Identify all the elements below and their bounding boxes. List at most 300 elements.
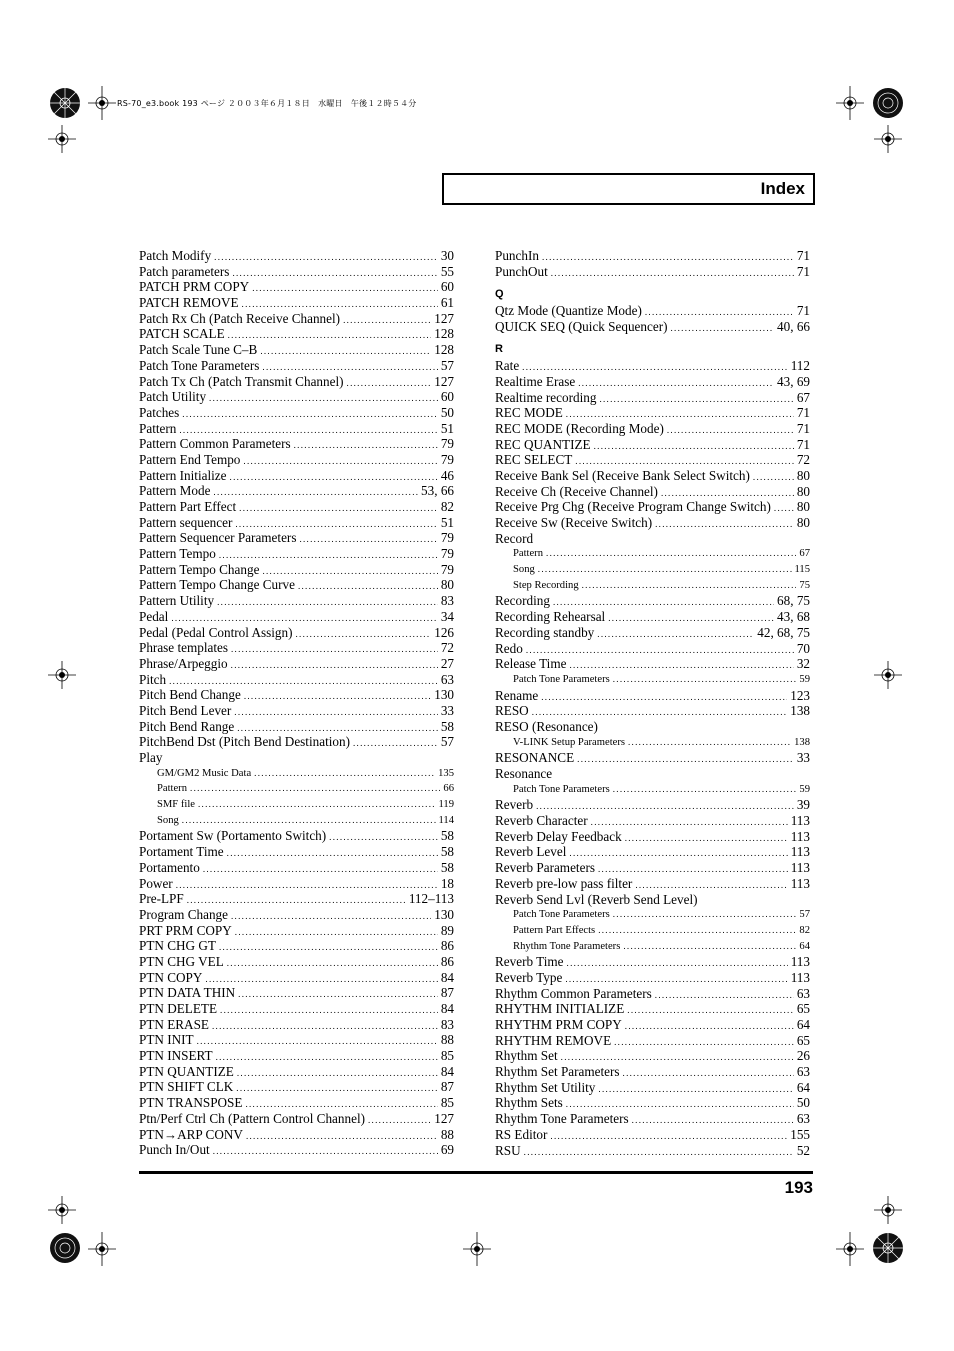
index-subentry	[495, 546, 810, 562]
index-entry	[139, 452, 454, 468]
index-page-ref[interactable]: 128	[434, 326, 454, 342]
index-entry	[139, 374, 454, 390]
index-term: Pattern Utility	[139, 593, 215, 609]
dot-leader	[565, 972, 787, 986]
index-page-ref[interactable]: 40, 66	[777, 318, 810, 334]
index-term: PTN DELETE	[139, 1001, 218, 1016]
crosshair-mark-mid-left	[48, 661, 76, 689]
index-term: Receive Ch (Receive Channel)	[495, 483, 658, 499]
index-term: Pattern Part Effect	[139, 499, 237, 514]
index-page-ref[interactable]: 87	[440, 985, 454, 1001]
index-term: Pattern Mode	[139, 483, 211, 499]
index-page-ref[interactable]: 127	[434, 1110, 454, 1126]
index-term: Pedal	[139, 608, 169, 624]
dot-leader	[182, 813, 436, 829]
index-term: Pattern Initialize	[139, 467, 227, 483]
dot-leader	[262, 564, 437, 578]
index-page-ref[interactable]: 80	[796, 467, 810, 483]
index-term: PTN COPY	[139, 969, 203, 985]
index-page-ref[interactable]: 79	[440, 530, 454, 546]
index-page-ref[interactable]: 84	[440, 1063, 454, 1079]
index-page-ref[interactable]: 65	[796, 1001, 810, 1017]
index-term: PTN ERASE	[139, 1016, 209, 1032]
index-page-ref[interactable]: 58	[440, 859, 454, 875]
index-page-ref[interactable]: 113	[790, 969, 810, 985]
index-page-ref[interactable]: 79	[440, 546, 454, 562]
index-page-ref[interactable]: 86	[440, 953, 454, 969]
index-term: Pattern Common Parameters	[139, 436, 291, 452]
index-term: RHYTHM INITIALIZE	[495, 1001, 625, 1017]
dot-leader	[591, 815, 788, 829]
dot-leader	[532, 705, 788, 719]
index-entry	[139, 938, 454, 954]
index-page-ref[interactable]: 52	[796, 1142, 810, 1158]
dot-leader	[561, 1050, 794, 1064]
index-page-ref[interactable]: 113	[790, 860, 810, 876]
index-term: Reverb pre-low pass filter	[495, 875, 633, 891]
index-page-ref[interactable]: 113	[790, 875, 810, 891]
index-page-ref[interactable]: 50	[440, 404, 454, 420]
index-subentry	[139, 781, 454, 797]
crosshair-mark-upper-left	[48, 125, 76, 153]
index-term: REC SELECT	[495, 452, 573, 468]
index-entry	[495, 1048, 810, 1064]
index-page-ref[interactable]: 67	[796, 389, 810, 405]
index-term: Patch Rx Ch (Patch Receive Channel)	[139, 310, 341, 326]
index-term: Recording	[495, 593, 550, 609]
registration-mark-top-left	[48, 86, 82, 120]
index-page-ref[interactable]: 115	[794, 564, 810, 576]
index-page-ref[interactable]: 85	[440, 1095, 454, 1111]
index-page-ref[interactable]: 72	[796, 452, 810, 468]
index-entry	[139, 1079, 454, 1095]
index-term: Pitch Bend Change	[139, 687, 241, 703]
index-entry	[495, 844, 810, 860]
index-page-ref[interactable]: 57	[799, 909, 810, 921]
index-page-ref[interactable]: 71	[796, 248, 810, 263]
index-column-right	[495, 248, 810, 1158]
index-page-ref[interactable]: 79	[440, 451, 454, 467]
index-page-ref[interactable]: 123	[790, 687, 810, 703]
dot-leader	[235, 517, 437, 531]
index-entry	[495, 452, 810, 468]
dot-leader	[613, 907, 797, 923]
index-term: Pedal (Pedal Control Assign)	[139, 624, 293, 640]
index-page-ref[interactable]: 85	[440, 1048, 454, 1064]
index-page-ref[interactable]: 27	[440, 655, 454, 671]
index-page-ref[interactable]: 58	[440, 718, 454, 734]
index-entry	[495, 1111, 810, 1127]
dot-leader	[553, 595, 774, 609]
index-page-ref[interactable]: 30	[440, 248, 454, 263]
index-entry	[495, 829, 810, 845]
dot-leader	[231, 642, 438, 656]
index-page-ref[interactable]: 113	[790, 954, 810, 970]
index-page-ref[interactable]: 88	[440, 1126, 454, 1142]
index-subentry	[139, 766, 454, 782]
index-term: Patch Modify	[139, 248, 212, 263]
index-term: Recording standby	[495, 624, 595, 640]
section-title-box	[442, 173, 815, 205]
index-entry	[139, 672, 454, 688]
index-entry	[139, 985, 454, 1001]
index-page-ref[interactable]: 69	[440, 1142, 454, 1158]
index-term: Ptn/Perf Ctrl Ch (Pattern Control Channel)	[139, 1110, 365, 1126]
index-term: Patches	[139, 404, 180, 420]
dot-leader	[599, 392, 793, 406]
index-page-ref[interactable]: 87	[440, 1079, 454, 1095]
dot-leader	[577, 752, 794, 766]
index-entry	[495, 1127, 810, 1143]
index-page-ref[interactable]: 80	[796, 515, 810, 530]
dot-leader	[236, 1081, 438, 1095]
index-page-ref[interactable]: 80	[796, 499, 810, 515]
index-page-ref[interactable]: 63	[796, 1064, 810, 1080]
index-subentry	[495, 907, 810, 923]
dot-leader	[230, 470, 438, 484]
dot-leader	[209, 391, 438, 405]
index-entry	[139, 264, 454, 280]
index-entry	[495, 374, 810, 390]
index-page-ref[interactable]: 79	[440, 436, 454, 452]
dot-leader	[176, 878, 438, 892]
index-page-ref[interactable]: 51	[440, 420, 454, 436]
index-page-ref[interactable]: 61	[440, 295, 454, 311]
dot-leader	[244, 689, 431, 703]
index-page-ref[interactable]: 127	[434, 373, 454, 389]
dot-leader	[231, 909, 431, 923]
index-subentry	[495, 939, 810, 955]
index-term: Portament Sw (Portamento Switch)	[139, 828, 327, 844]
index-entry	[139, 625, 454, 641]
index-page-ref[interactable]: 113	[790, 844, 810, 860]
index-page-ref[interactable]: 63	[440, 671, 454, 687]
index-term: PATCH SCALE	[139, 326, 225, 342]
index-term: Pattern Tempo	[139, 546, 216, 562]
index-term: Pattern	[139, 420, 177, 436]
index-page-ref[interactable]: 80	[796, 483, 810, 499]
dot-leader	[598, 1082, 793, 1096]
index-page-ref[interactable]: 82	[440, 499, 454, 514]
index-column-left	[139, 248, 454, 1158]
index-term: REC QUANTIZE	[495, 436, 591, 452]
dot-leader	[550, 1129, 787, 1143]
index-entry	[495, 319, 810, 335]
index-term: Patch Tone Parameters	[513, 783, 610, 795]
index-entry	[139, 1048, 454, 1064]
index-page-ref[interactable]: 80	[440, 577, 454, 593]
index-page-ref[interactable]: 127	[434, 310, 454, 326]
index-entry	[139, 1095, 454, 1111]
index-term: Pitch	[139, 671, 167, 687]
index-term: RSU	[495, 1142, 521, 1158]
index-page-ref[interactable]: 135	[438, 767, 454, 779]
index-page-ref[interactable]: 18	[440, 875, 454, 891]
dot-leader	[613, 672, 797, 688]
index-page-ref[interactable]: 68, 75	[777, 593, 810, 609]
index-term: RHYTHM REMOVE	[495, 1032, 612, 1048]
index-entry	[495, 405, 810, 421]
index-entry	[495, 688, 810, 704]
index-page-ref[interactable]: 64	[796, 1079, 810, 1095]
dot-leader	[246, 1129, 438, 1143]
index-page-ref[interactable]: 84	[440, 1001, 454, 1016]
dot-leader	[632, 1113, 794, 1127]
registration-mark-bottom-left	[48, 1231, 82, 1265]
index-term: GM/GM2 Music Data	[157, 767, 252, 779]
index-entry	[139, 295, 454, 311]
index-page-ref[interactable]: 75	[799, 579, 810, 591]
index-term: R	[495, 343, 503, 356]
index-page-ref[interactable]: 59	[799, 783, 810, 795]
dot-leader	[343, 313, 431, 327]
index-term: RHYTHM PRM COPY	[495, 1017, 622, 1032]
dot-leader	[216, 1050, 438, 1064]
index-letter-heading	[495, 342, 810, 358]
dot-leader	[298, 579, 438, 593]
index-page-ref[interactable]: 60	[440, 389, 454, 405]
index-term: PTN CHG VEL	[139, 953, 224, 969]
index-page-ref[interactable]: 112–113	[408, 891, 454, 907]
index-page-ref[interactable]: 65	[796, 1032, 810, 1048]
index-page-ref[interactable]: 53, 66	[421, 483, 454, 499]
index-page-ref[interactable]: 79	[440, 561, 454, 577]
index-page-ref[interactable]: 51	[440, 514, 454, 530]
dot-leader	[655, 517, 794, 531]
index-entry	[139, 562, 454, 578]
dot-leader	[227, 846, 438, 860]
crosshair-mark-bottom-center	[463, 1232, 491, 1266]
index-entry	[139, 687, 454, 703]
index-entry	[495, 1033, 810, 1049]
index-entry	[495, 437, 810, 453]
index-term: Reverb Send Lvl (Reverb Send Level)	[495, 891, 698, 907]
index-subentry	[495, 735, 810, 751]
index-page-ref[interactable]: 114	[438, 814, 454, 826]
index-term: Reverb Level	[495, 844, 567, 860]
index-page-ref[interactable]: 33	[796, 750, 810, 766]
index-page-ref[interactable]: 64	[796, 1017, 810, 1032]
index-entry	[495, 593, 810, 609]
index-entry	[495, 1080, 810, 1096]
index-term: REC MODE	[495, 405, 563, 421]
index-term: Reverb	[495, 797, 534, 813]
index-page-ref[interactable]: 43, 68	[777, 609, 810, 625]
index-page-ref[interactable]: 57	[440, 734, 454, 750]
index-term: Pattern End Tempo	[139, 451, 241, 467]
dot-leader	[228, 328, 432, 342]
index-page-ref[interactable]: 70	[796, 640, 810, 656]
dot-leader	[245, 1097, 437, 1111]
dot-leader	[239, 501, 438, 515]
dot-leader	[522, 360, 788, 374]
index-term: Rhythm Tone Parameters	[495, 1111, 629, 1127]
index-page-ref[interactable]: 32	[796, 656, 810, 672]
index-page-ref[interactable]: 58	[440, 844, 454, 860]
index-term: PTN CHG GT	[139, 938, 216, 954]
index-page-ref[interactable]: 88	[440, 1032, 454, 1048]
crosshair-mark-upper-right	[874, 125, 902, 153]
dot-leader	[235, 925, 438, 939]
index-page-ref[interactable]: 58	[440, 828, 454, 844]
index-entry	[495, 531, 810, 547]
footer-rule	[139, 1171, 813, 1174]
index-page-ref[interactable]: 46	[440, 467, 454, 483]
dot-leader	[635, 878, 787, 892]
index-term: RS Editor	[495, 1126, 548, 1142]
dot-leader	[238, 987, 438, 1001]
index-page-ref[interactable]: 33	[440, 702, 454, 718]
index-term: Release Time	[495, 656, 567, 672]
index-page-ref[interactable]: 130	[434, 687, 454, 703]
index-entry	[139, 923, 454, 939]
index-term: RESONANCE	[495, 750, 575, 766]
index-entry	[495, 986, 810, 1002]
dot-leader	[214, 250, 438, 264]
dot-leader	[526, 643, 794, 657]
index-term: Recording Rehearsal	[495, 609, 606, 625]
dot-leader	[368, 1113, 431, 1127]
index-term: Patch Utility	[139, 389, 207, 405]
index-entry	[139, 405, 454, 421]
index-term: Patch parameters	[139, 263, 230, 279]
index-page-ref[interactable]: 119	[438, 799, 454, 811]
index-page-ref[interactable]: 63	[796, 985, 810, 1001]
index-entry	[495, 1017, 810, 1033]
index-page-ref[interactable]: 130	[434, 906, 454, 922]
index-page-ref[interactable]: 55	[440, 263, 454, 279]
dot-leader	[219, 548, 438, 562]
index-entry	[139, 891, 454, 907]
index-term: Receive Bank Sel (Receive Bank Select Switch)	[495, 467, 750, 483]
index-page-ref[interactable]: 113	[790, 828, 810, 844]
index-term: Rename	[495, 687, 539, 703]
dot-leader	[231, 658, 438, 672]
dot-leader	[542, 250, 794, 264]
index-term: Reverb Parameters	[495, 860, 595, 876]
dot-leader	[627, 1003, 794, 1017]
crosshair-mark-top-left	[88, 86, 116, 120]
crosshair-mark-bottom-left	[88, 1232, 116, 1266]
index-page-ref[interactable]: 71	[796, 405, 810, 421]
index-term: RESO (Resonance)	[495, 718, 598, 734]
index-page-ref[interactable]: 39	[796, 797, 810, 813]
index-page-ref[interactable]: 138	[790, 703, 810, 719]
dot-leader	[254, 766, 435, 782]
index-term: Phrase templates	[139, 640, 228, 656]
index-page-ref[interactable]: 71	[796, 420, 810, 436]
index-entry	[139, 750, 454, 766]
dot-leader	[347, 376, 432, 390]
index-page-ref[interactable]: 84	[440, 969, 454, 985]
index-entry	[495, 797, 810, 813]
dot-leader	[524, 1145, 794, 1159]
dot-leader	[645, 305, 794, 319]
index-entry	[139, 734, 454, 750]
dot-leader	[182, 407, 438, 421]
index-page-ref[interactable]: 83	[440, 1016, 454, 1032]
index-term: Power	[139, 875, 173, 891]
index-page-ref[interactable]: 67	[799, 548, 810, 560]
dot-leader	[566, 1097, 794, 1111]
index-page-ref[interactable]: 86	[440, 938, 454, 954]
index-page-ref[interactable]: 57	[440, 357, 454, 373]
index-entry	[139, 609, 454, 625]
index-page-ref[interactable]: 34	[440, 608, 454, 624]
index-term: Patch Tone Parameters	[513, 909, 610, 921]
index-term: PTN→ARP CONV	[139, 1126, 243, 1142]
index-page-ref[interactable]: 71	[796, 263, 810, 279]
index-term: Song	[513, 564, 535, 576]
index-page-ref[interactable]: 71	[796, 436, 810, 452]
index-page-ref[interactable]: 63	[796, 1111, 810, 1127]
index-entry	[139, 530, 454, 546]
index-entry	[495, 750, 810, 766]
index-page-ref[interactable]: 64	[799, 940, 810, 952]
index-page-ref[interactable]: 60	[440, 279, 454, 295]
index-page-ref[interactable]: 113	[790, 813, 810, 829]
index-entry	[139, 1064, 454, 1080]
dot-leader	[613, 782, 797, 798]
index-entry	[495, 892, 810, 908]
index-term: Realtime recording	[495, 389, 597, 405]
dot-leader	[294, 438, 438, 452]
index-page-ref[interactable]: 138	[794, 736, 810, 748]
index-entry	[495, 499, 810, 515]
dot-leader	[252, 281, 438, 295]
index-page-ref[interactable]: 82	[799, 924, 810, 936]
dot-leader	[575, 454, 794, 468]
dot-leader	[671, 321, 775, 335]
index-page-ref[interactable]: 89	[440, 922, 454, 938]
dot-leader	[625, 831, 788, 845]
index-page-ref[interactable]: 128	[434, 342, 454, 358]
index-page-ref[interactable]: 42, 68, 75	[757, 624, 810, 640]
index-page-ref[interactable]: 72	[440, 640, 454, 656]
index-term: Rhythm Set Utility	[495, 1079, 596, 1095]
index-entry	[495, 876, 810, 892]
dot-leader	[237, 721, 438, 735]
index-page-ref[interactable]: 126	[434, 624, 454, 640]
index-entry	[139, 342, 454, 358]
index-entry	[139, 499, 454, 515]
index-page-ref[interactable]: 155	[790, 1126, 810, 1142]
index-term: Pattern Sequencer Parameters	[139, 530, 297, 546]
index-page-ref[interactable]: 112	[790, 358, 810, 374]
index-page-ref[interactable]: 66	[443, 783, 454, 795]
index-entry	[139, 703, 454, 719]
index-page-ref[interactable]: 59	[799, 673, 810, 685]
dot-leader	[551, 266, 794, 280]
dot-leader	[608, 611, 774, 625]
index-term: Pitch Bend Lever	[139, 702, 232, 718]
index-term: Punch In/Out	[139, 1142, 210, 1158]
index-entry	[139, 828, 454, 844]
index-entry	[139, 546, 454, 562]
index-term: PTN QUANTIZE	[139, 1063, 234, 1079]
index-term: PunchOut	[495, 263, 548, 279]
index-page-ref[interactable]: 71	[796, 303, 810, 319]
index-term: Step Recording	[513, 579, 579, 591]
index-page-ref[interactable]: 43, 69	[777, 373, 810, 389]
index-term: Portamento	[139, 859, 200, 875]
dot-leader	[232, 266, 437, 280]
index-page-ref[interactable]: 83	[440, 593, 454, 609]
index-page-ref[interactable]: 50	[796, 1095, 810, 1111]
index-entry	[139, 515, 454, 531]
index-page-ref[interactable]: 26	[796, 1048, 810, 1064]
index-entry	[139, 1127, 454, 1143]
